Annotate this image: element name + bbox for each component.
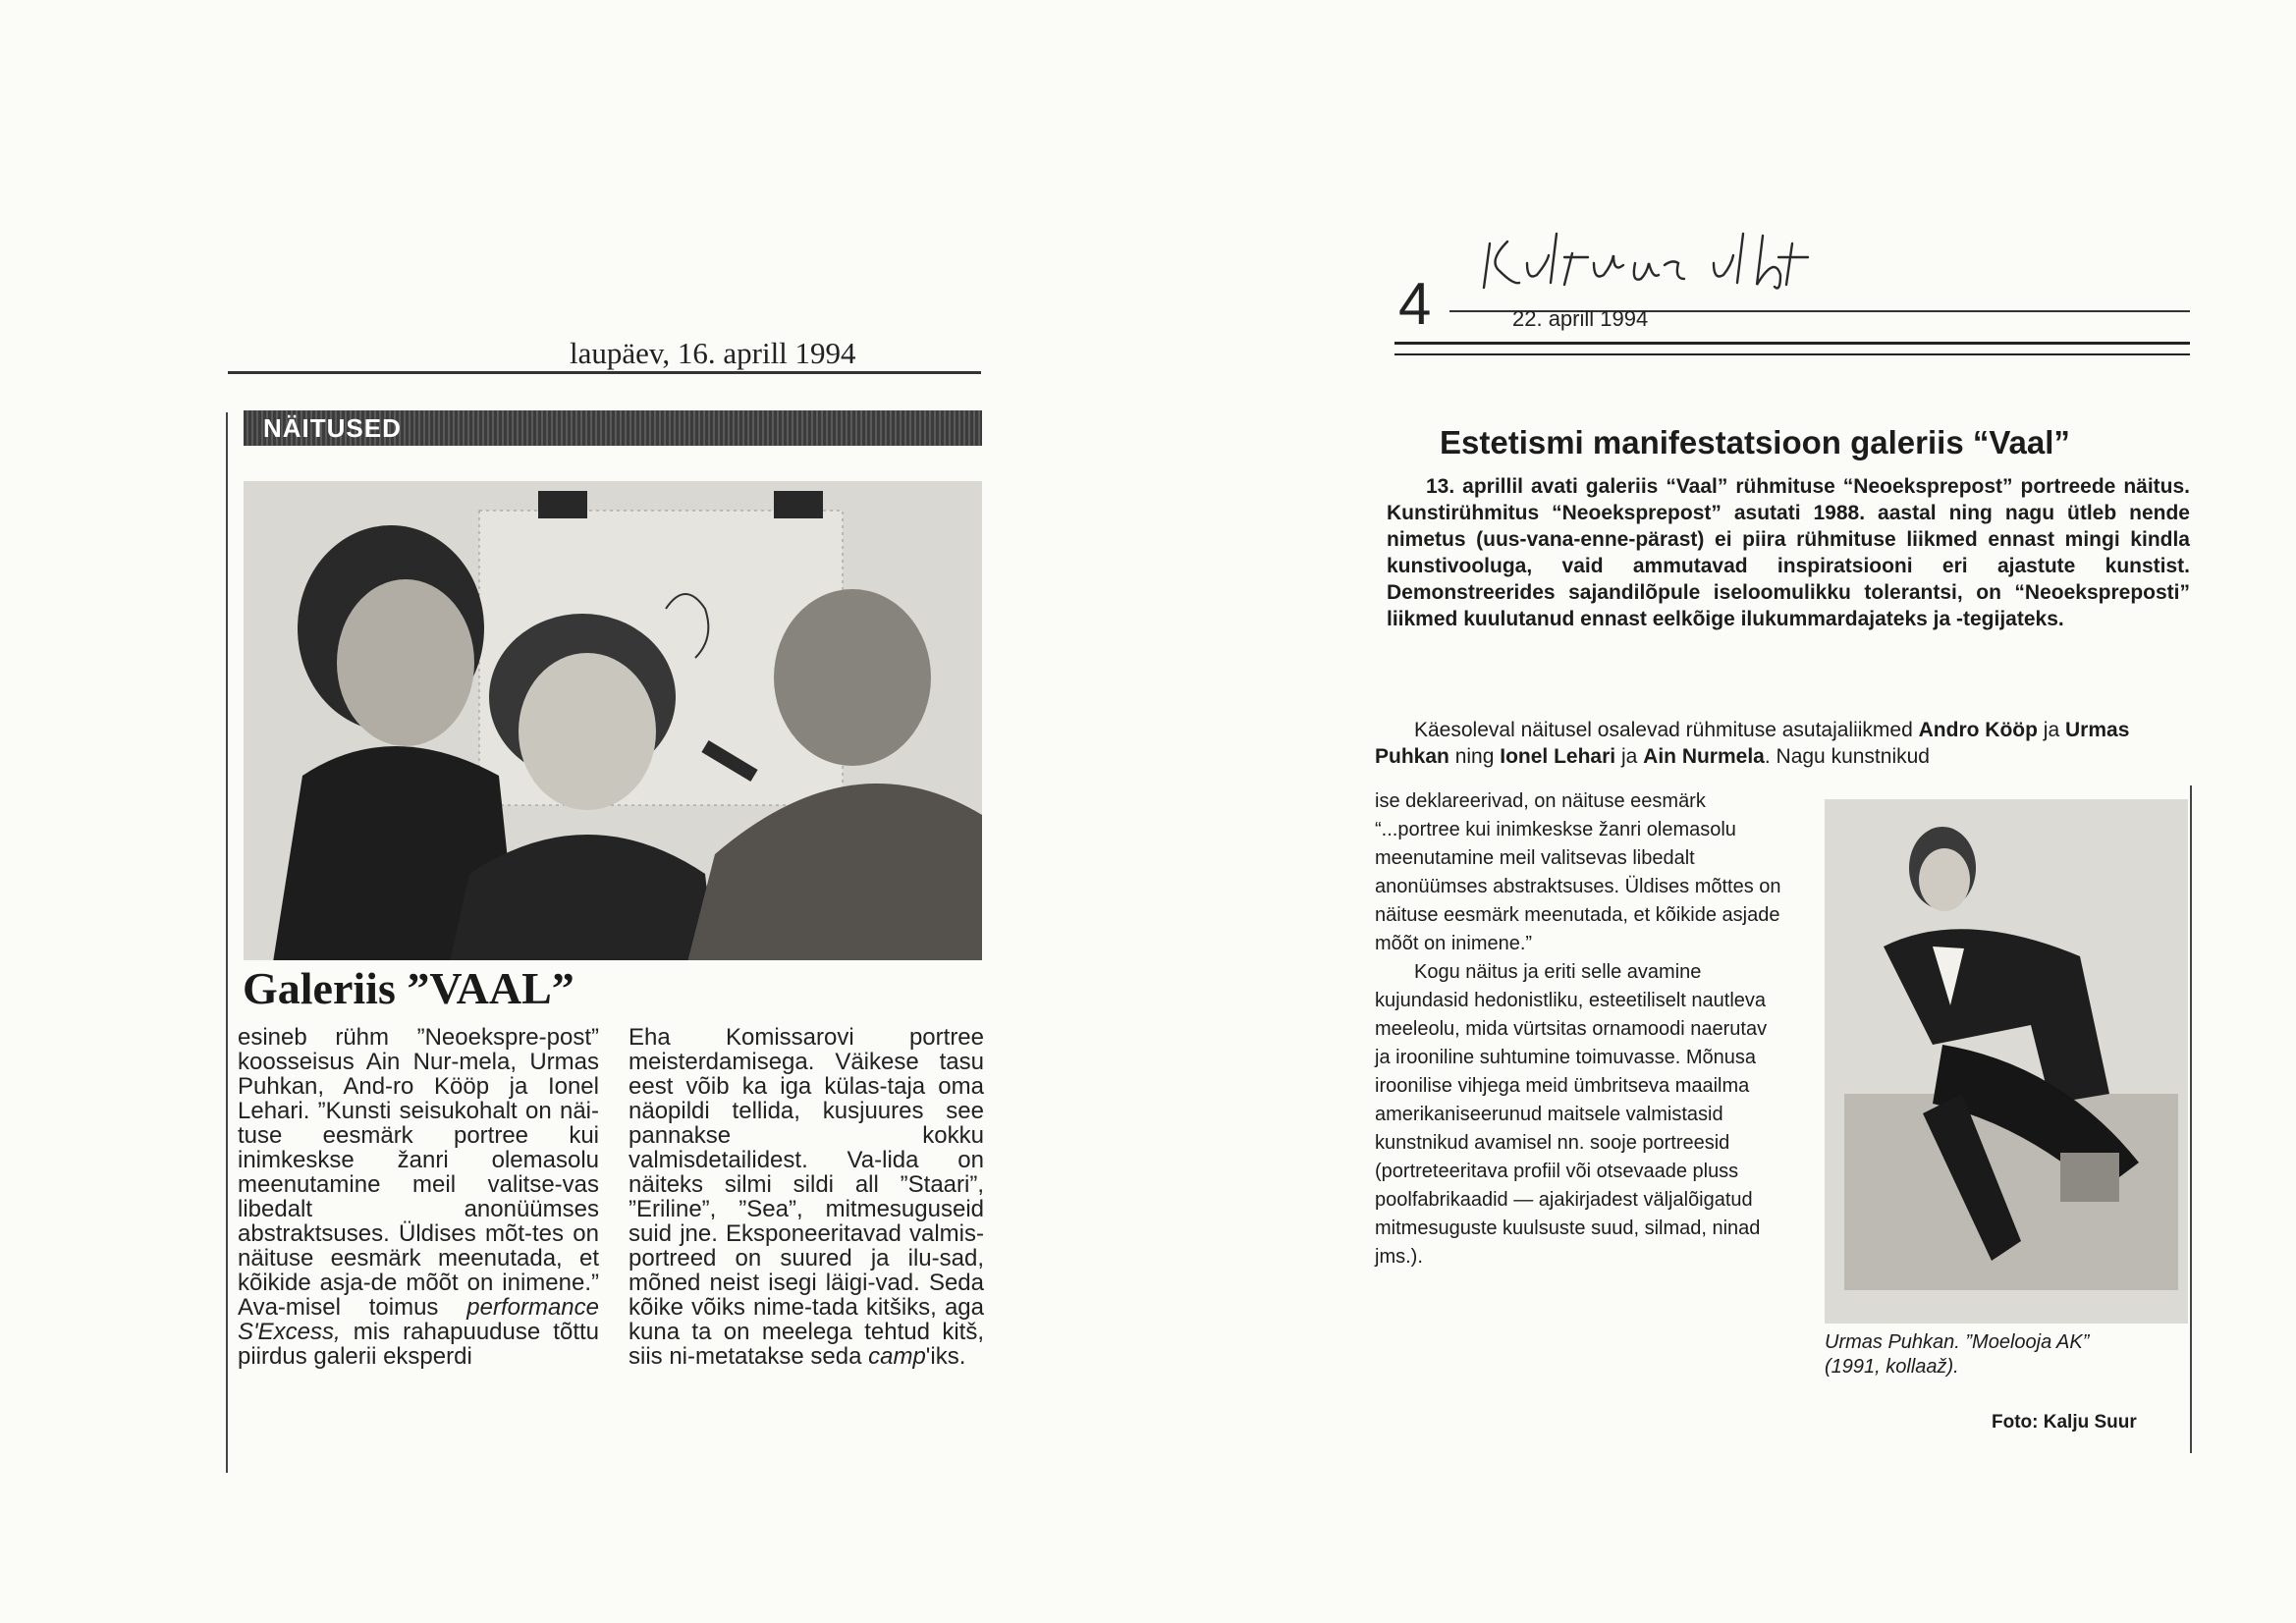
column1-text: esineb rühm ”Neoekspre-post” koosseisus Ain Nur-mela, Urmas Puhkan, And-ro Kööp ja Ionel Lehari. ”Kunsti seisukohalt on näi-tuse eesmärk portree kui inimkeskse žanri olemasolu meenutamine meil valitse-vas libedalt anonüümses abstraktsuses. Üldises mõt-tes on näituse eesmärk meenutada, et kõikide asja-de mõõt on inimene.” Ava-misel toimus [238, 1024, 599, 1321]
masthead-rule-bottom [1394, 353, 2190, 355]
photo-credit: Foto: Kalju Suur [1992, 1412, 2137, 1433]
para2-b: ja [2043, 719, 2060, 741]
handwritten-masthead [1478, 224, 1851, 293]
column1-end: mis rahapuuduse tõttu piirdus galerii eksperdi [238, 1319, 599, 1370]
section-label: NÄITUSED [263, 413, 402, 443]
para2-c: ning [1454, 745, 1495, 768]
artist-name-2: Urmas Puhkan [1375, 719, 2130, 768]
para2-d: ja [1620, 745, 1638, 768]
left-column-rule [226, 412, 228, 1473]
masthead-rule-thick [1394, 342, 2190, 345]
column1-italic: performance S'Excess, [238, 1294, 599, 1345]
column2-text: Eha Komissarovi portree meisterdamisega. Väikese tasu eest võib ka iga külas-taja oma näopildi tellida, kusjuures see pannakse kokku valmisdetailidest. Va-lida on näiteks silmi sildi all ”Staari”, ”Eriline”, ”Sea”, mitmesuguseid suid jne. Eksponeeritavad valmis-portreed on suured ja ilu-sad, mõned neist isegi läigi-vad. Seda kõike võiks nime-tada kitšiks, aga kuna ta on meelega tehtud kitš, siis ni-metatakse seda [629, 1024, 984, 1370]
artist-name-3: Ionel Lehari [1500, 745, 1616, 768]
right-column-rule [2190, 785, 2192, 1453]
para2-a: Käesoleval näitusel osalevad rühmituse asutajaliikmed [1414, 719, 1913, 741]
right-article-column [1375, 787, 1783, 1271]
left-article-column-2 [629, 1025, 984, 1369]
left-article-column-1 [238, 1025, 599, 1369]
photo-collage-moelooja [1825, 799, 2188, 1324]
artist-name-1: Andro Kööp [1918, 719, 2038, 741]
photo-caption: Urmas Puhkan. ”Moelooja AK” (1991, kollaaž). [1825, 1331, 2090, 1378]
photo-left-illustration [244, 481, 982, 960]
right-clipping-date: 22. aprill 1994 [1512, 306, 1649, 331]
page-number: 4 [1398, 271, 1432, 337]
photo-right-illustration [1825, 799, 2188, 1324]
column2-end: 'iks. [925, 1343, 966, 1370]
artist-name-4: Ain Nurmela [1643, 745, 1765, 768]
handwritten-masthead-icon [1478, 224, 1851, 293]
column3-paragraph-1: ise deklareerivad, on näituse eesmärk “...portree kui inimkeskse žanri olemasolu meenutamine meil valitsevas libedalt anonüümses abstraktsuses. Üldises mõttes on näituse eesmärk meenutada, et kõikide asjade mõõt on inimene.” [1375, 790, 1781, 954]
photo-artists-drawing-portrait [244, 481, 982, 960]
right-paragraph-2 [1375, 717, 2194, 770]
right-headline: Estetismi manifestatsioon galeriis “Vaal” [1440, 424, 2070, 460]
column2-italic: camp [868, 1343, 926, 1370]
left-clipping-date: laupäev, 16. aprill 1994 [570, 336, 856, 370]
para2-e: . Nagu kunstnikud [1764, 745, 1930, 768]
left-headline: Galeriis ”VAAL” [243, 963, 574, 1013]
column3-paragraph-2: Kogu näitus ja eriti selle avamine kujundasid hedonistliku, esteetiliselt nautleva meeleolu, mida vürtsitas ornamoodi naerutav ja irooniline suhtumine toimuvasse. Mõnusa iroonilise vihjega meid ümbritseva maailma amerikaniseerunud maitsele valmistasid kunstnikud avamisel nn. sooje portreesid (portreteeritava profiil või otsevaade pluss poolfabrikaadid — ajakirjadest väljalõigatud mitmesuguste kuulsuste suud, silmad, ninad jms.). [1375, 961, 1768, 1268]
right-lead-paragraph [1387, 473, 2190, 632]
left-top-rule [228, 371, 981, 374]
lead-text: 13. aprillil avati galeriis “Vaal” rühmituse “Neoeksprepost” portreede näitus. Kunstirühmitus “Neoeksprepost” asutati 1988. aastal ning nagu ütleb nende nimetus (uus-vana-enne-pärast) ei piira rühmituse liikmed ennast mingi kindla kunstivooluga, vaid ammutavad inspiratsiooni eri ajastute kunstist. Demonstreerides sajandilõpule iseloomulikku tolerantsi, on “Neoekspreposti” liikmed kuulutanud ennast eelkõige ilukummardajateks ja -tegijateks. [1387, 475, 2190, 630]
